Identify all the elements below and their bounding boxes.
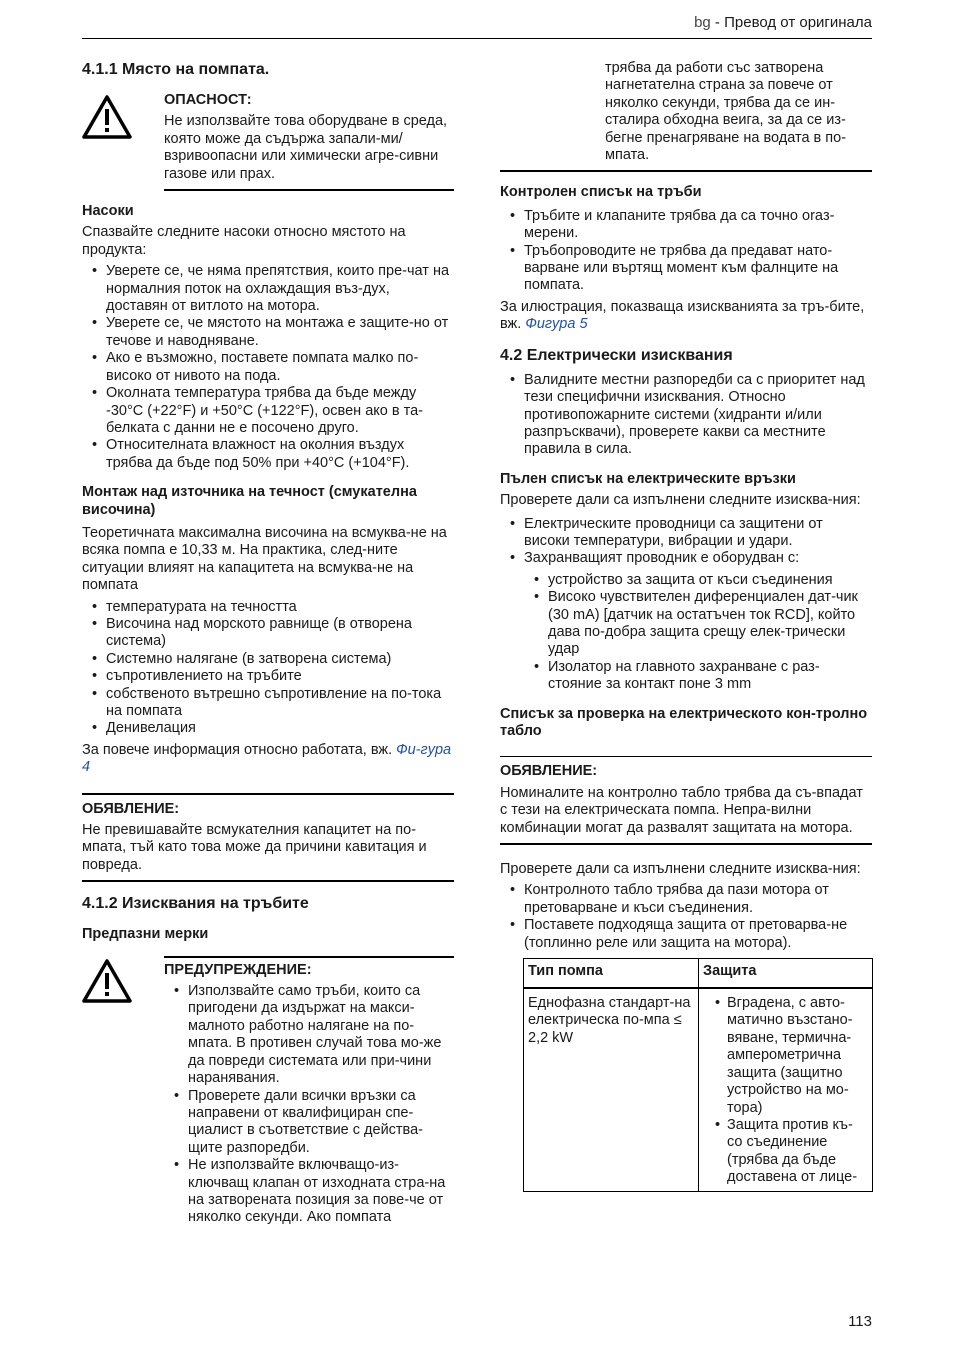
header-lang: bg xyxy=(694,14,711,31)
protection-table xyxy=(523,958,873,1191)
header-separator: - xyxy=(710,14,725,31)
notice-box xyxy=(500,756,872,845)
table-header-pump-type: Тип помпа xyxy=(524,959,699,989)
table-cell-pump-type: Еднофазна стандарт-на електрическа по-мпа ≤ 2,2 kW xyxy=(524,988,699,1191)
list-item: • Контролното табло трябва да пази мотора от претоварване и къси съединения. xyxy=(500,882,872,917)
panel-checklist-title: Списък за проверка на електрическото кон-тролно табло xyxy=(500,705,868,739)
list-item: • Захранващият проводник е оборудван с: xyxy=(500,550,872,567)
right-column xyxy=(500,60,872,1192)
list-item: • Системно налягане (в затворена система) xyxy=(82,651,454,668)
safety-title: Предпазни мерки xyxy=(82,926,209,943)
page-header xyxy=(82,14,872,39)
protection-list xyxy=(703,995,868,1186)
list-item: • Околната температура трябва да бъде между -30°C (+22°F) и +50°C (+122°F), освен ако в та-белката с данни не е посочено друго. xyxy=(82,385,454,437)
electrical-sub-list xyxy=(500,572,872,694)
notice-title: ОБЯВЛЕНИЕ: xyxy=(82,800,180,817)
mount-text: Теоретичната максимална височина на всмуква-не на всяка помпа е 10,33 м. На практика, след-ните ситуации влияят на капацитета на всмуква-не на помпата xyxy=(82,524,447,594)
electrical-connections-title: Пълен списък на електрическите връзки xyxy=(500,470,796,487)
warning-continued xyxy=(500,60,872,172)
left-column xyxy=(82,60,454,1227)
list-item: • Ако е възможно, поставете помпата малко по-високо от нивото на пода. xyxy=(82,350,454,385)
pipe-checklist-title: Контролен списък на тръби xyxy=(500,184,702,201)
more-info-text xyxy=(82,742,454,777)
electrical-list xyxy=(500,516,872,568)
guidelines-title: Насоки xyxy=(82,203,134,220)
table-cell-protection xyxy=(699,988,873,1191)
electrical-req-list xyxy=(500,372,872,459)
panel-list xyxy=(500,882,872,952)
pipe-checklist xyxy=(500,208,872,295)
list-item: • Относителната влажност на околния въздух трябва да бъде под 50% при +40°C (+104°F). xyxy=(82,437,454,472)
list-item: • Електрическите проводници са защитени от високи температури, вибрации и удари. xyxy=(500,516,872,551)
guidelines-intro: Спазвайте следните насоки относно мястото на продукта: xyxy=(82,224,406,258)
table-header-row xyxy=(524,959,873,989)
list-item: • Защита против къ-со съединение (трябва да бъде доставена от лице- xyxy=(703,1117,868,1187)
list-item: • Високо чувствителен диференциален дат-чик (30 mA) [датчик на остатъчен ток RCD], който дава по-добра защита срещу елек-трически удар xyxy=(500,589,872,659)
figure-4-link[interactable]: Фи-гура 4 xyxy=(82,741,452,776)
list-item: • устройство за защита от къси съединения xyxy=(500,572,872,589)
warning-continued-text: трябва да работи със затворена нагнетателна страна за повече от няколко секунди, трябва да се ин-сталира обходна веига, за да се из-бегне пренагряване на водата в по-мпата. xyxy=(605,60,847,164)
list-item: • Тръбопроводите не трябва да предават нато-варване или въртящ момент към фалнците на помпата. xyxy=(500,243,872,295)
list-item: • собственото вътрешно съпротивление на по-тока на помпата xyxy=(82,686,454,721)
danger-box xyxy=(82,92,454,191)
mount-title: Монтаж над източника на течност (смукателна височина) xyxy=(82,484,417,518)
page-number: 113 xyxy=(848,1313,872,1330)
more-info-label: За повече информация относно работата, вж. xyxy=(82,741,397,758)
danger-title: ОПАСНОСТ: xyxy=(164,92,252,108)
list-item: • Денивелация xyxy=(82,720,454,737)
list-item: • Поставете подходяща защита от претоварва-не (топлинно реле или защита на мотора). xyxy=(500,917,872,952)
list-item: • Изолатор на главното захранване с раз-стояние за контакт поне 3 mm xyxy=(500,659,872,694)
table-header-protection: Защита xyxy=(699,959,873,989)
electrical-intro: Проверете дали са изпълнени следните изисква-ния: xyxy=(500,492,861,509)
list-item: • Тръбите и клапаните трябва да са точно оraз-мерени. xyxy=(500,208,872,243)
warning-list xyxy=(164,983,454,1227)
mount-list xyxy=(82,599,454,738)
notice-text: Не превишавайте всмукателния капацитет на по-мпата, тъй като това може да причини кавитация и повреда. xyxy=(82,822,427,873)
warning-triangle-icon xyxy=(82,958,132,1004)
illustration-text xyxy=(500,299,872,334)
danger-text: Не използвайте това оборудване в среда, която може да съдържа запали-ми/взривоопасни или химически агре-сивни газове или прах. xyxy=(164,113,448,182)
section-4-1-1-title: 4.1.1 Място на помпата. xyxy=(82,61,270,78)
list-item: • съпротивлението на тръбите xyxy=(82,668,454,685)
section-4-1-2-title: 4.1.2 Изисквания на тръбите xyxy=(82,895,309,913)
figure-5-link[interactable]: Фигура 5 xyxy=(525,316,588,333)
list-item: • Използвайте само тръби, които са пригодени да издържат на макси-малното работно налягане на по-мпата. В противен случай това мо-же да повреди системата или при-чини наранявания. xyxy=(164,983,454,1087)
notice-title: ОБЯВЛЕНИЕ: xyxy=(500,763,598,780)
list-item: • Височина над морското равнище (в отворена система) xyxy=(82,616,454,651)
warning-triangle-icon xyxy=(82,94,132,140)
list-item: • Проверете дали всички връзки са направени от квалифициран спе-циалист в съответствие с действа-щите разпоредби. xyxy=(164,1088,454,1158)
list-item: • Не използвайте включващо-из-ключващ клапан от изходната стра-на на затворената позиция за пове-че от няколко секунди. Ако помпата xyxy=(164,1157,454,1227)
list-item: • температурата на течността xyxy=(82,599,454,616)
warning-box xyxy=(82,956,454,1227)
section-4-2-title: 4.2 Електрически изисквания xyxy=(500,346,733,364)
warning-title: ПРЕДУПРЕЖДЕНИЕ: xyxy=(164,961,312,978)
list-item: • Уверете се, че мястото на монтажа е защите-но от течове и наводняване. xyxy=(82,315,454,350)
illustration-label: За илюстрация, показваща изискванията за тръ-бите, вж. xyxy=(500,298,865,333)
header-title: Превод от оригинала xyxy=(724,14,872,31)
list-item: • Валидните местни разпоредби са с приоритет над тези специфични изисквания. Относно противопожарните системи (хидранти и/или разпръсквачи), проверете какви са местните правила в сила. xyxy=(500,372,872,459)
list-item: • Уверете се, че няма препятствия, които пре-чат на нормалния поток на охлаждащия въз-дух, доставян от витлото на мотора. xyxy=(82,263,454,315)
panel-intro: Проверете дали са изпълнени следните изисква-ния: xyxy=(500,861,861,878)
notice-text: Номиналите на контролно табло трябва да съ-впадат с тези на електрическата помпа. Непра-вилни комбинации могат да развалят защитата на мотора. xyxy=(500,784,863,836)
list-item: • Вградена, с авто-матично възстано-вяване, термична-амперометрична защита (защитно устройство на мо-тора) xyxy=(703,995,868,1117)
guidelines-list xyxy=(82,263,454,472)
table-row xyxy=(524,988,873,1191)
notice-box xyxy=(82,793,454,883)
